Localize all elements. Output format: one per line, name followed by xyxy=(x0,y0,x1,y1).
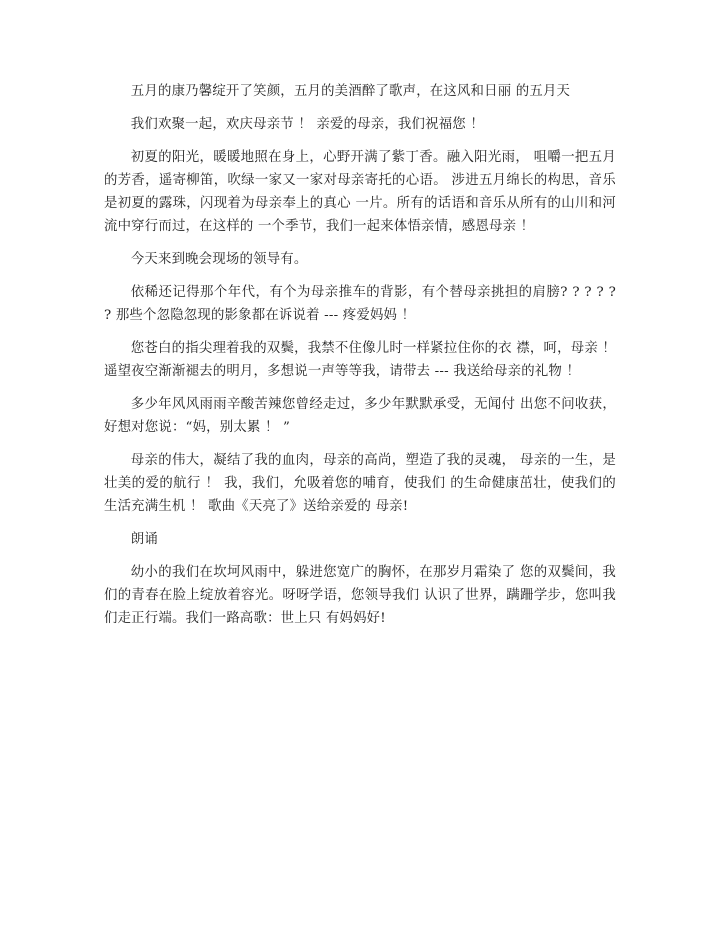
document-body xyxy=(104,80,616,640)
paragraph-memory: 依稀还记得那个年代，有个为母亲推车的背影，有个替母亲挑担的肩膀? ? ? ? ? ? 那些个忽隐忽现的影象都在诉说着 --- 疼爱妈妈 ！ xyxy=(104,285,616,323)
paragraph-childhood: 幼小的我们在坎坷风雨中，躲进您宽广的胸怀，在那岁月霜染了 您的双鬓间，我们的青春在脸上绽放着容光。呀呀学语，您领导我们 认识了世界，蹒跚学步，您叫我们走正行端。我们一路高歌：世上只 有妈妈好! xyxy=(104,565,616,626)
paragraph-recitation-heading: 朗诵 xyxy=(130,532,158,547)
paragraph-greatness: 母亲的伟大，凝结了我的血肉，母亲的高尚，塑造了我的灵魂， 母亲的一生，是壮美的爱的航行 ！ 我，我们，允吸着您的哺育，使我们 的生命健康茁壮，使我们的生活充满生机 ！ 歌曲《天亮了》送给亲爱的 母亲! xyxy=(104,453,616,514)
paragraph-greeting: 我们欢聚一起，欢庆母亲节 ！ 亲爱的母亲，我们祝福您 ！ xyxy=(130,117,484,132)
paragraph-early-summer: 初夏的阳光，暖暖地照在身上，心野开满了紫丁香。融入阳光雨， 咀嚼一把五月的芳香，遥寄柳笛，吹绿一家又一家对母亲寄托的心语。 涉进五月绵长的构思，音乐是初夏的露珠，闪现着为母亲奉上的真心 一片。所有的话语和音乐从所有的山川和河流中穿行而过，在这样的 一个季节，我们一起来体悟亲情，感恩母亲 ！ xyxy=(104,150,616,234)
paragraph-years: 多少年风风雨雨辛酸苦辣您曾经走过，多少年默默承受，无闻付 出您不问收获，好想对您说：“妈，别太累 ！ ” xyxy=(104,397,616,435)
paragraph-fingertips: 您苍白的指尖理着我的双鬓，我禁不住像儿时一样紧拉住你的衣 襟，呵，母亲 ！ 遥望夜空渐渐褪去的明月，多想说一声等等我，请带去 --- 我送给母亲的礼物 ！ xyxy=(104,341,616,379)
paragraph-leaders: 今天来到晚会现场的领导有。 xyxy=(130,252,308,267)
paragraph-opening: 五月的康乃馨绽开了笑颜，五月的美酒醉了歌声，在这风和日丽 的五月天 xyxy=(130,84,571,99)
